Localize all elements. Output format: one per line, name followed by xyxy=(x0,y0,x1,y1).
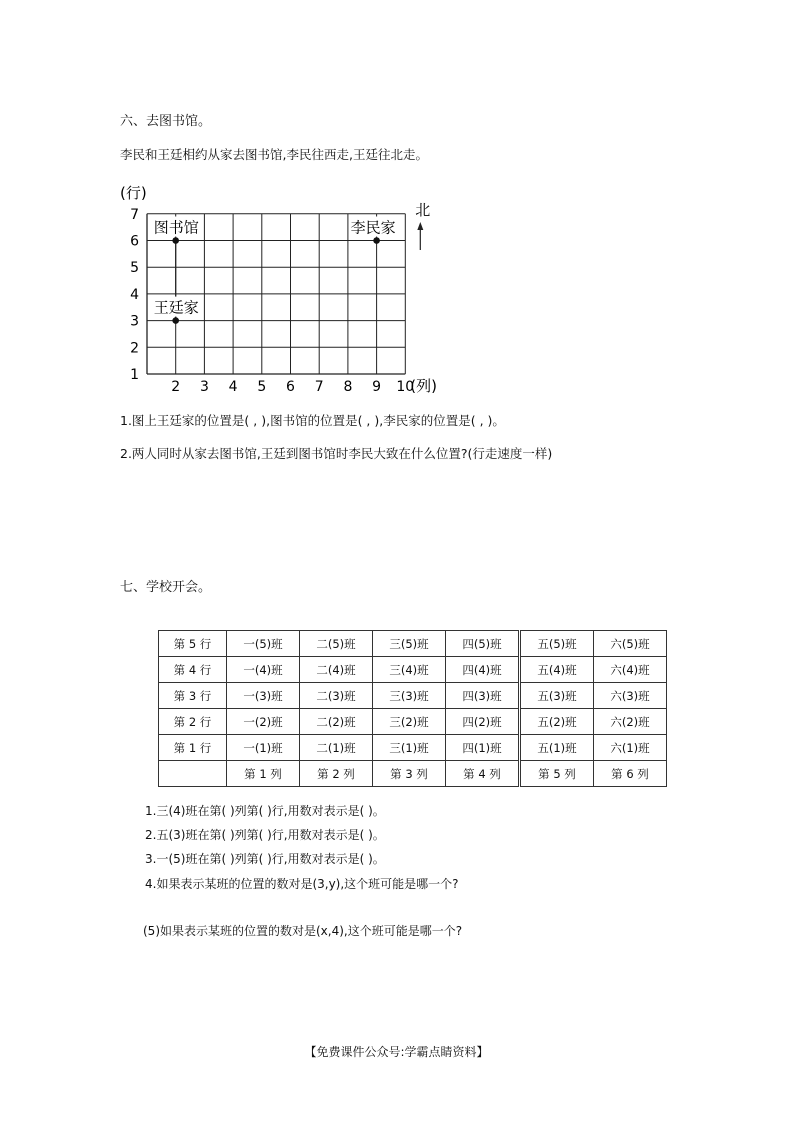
class-cell: 四(1)班 xyxy=(446,735,520,761)
col-tick-label: 7 xyxy=(314,379,324,395)
section7-question-5: (5)如果表示某班的位置的数对是(x,4),这个班可能是哪一个? xyxy=(143,924,463,938)
col-tick-label: 8 xyxy=(343,379,353,395)
y-axis-label: (行) xyxy=(120,184,147,202)
column-header-row xyxy=(159,761,667,787)
point-marker xyxy=(172,237,179,244)
class-cell: 五(4)班 xyxy=(520,657,594,683)
north-label: 北 xyxy=(415,201,431,219)
x-axis-label: (列) xyxy=(410,377,438,395)
col-tick-label: 3 xyxy=(199,379,209,395)
section7-question-2: 2.五(3)班在第( )列第( )行,用数对表示是( )。 xyxy=(145,828,385,842)
section6-question-2: 2.两人同时从家去图书馆,王廷到图书馆时李民大致在什么位置?(行走速度一样) xyxy=(120,446,553,461)
point-marker xyxy=(172,317,179,324)
class-cell: 六(1)班 xyxy=(594,735,667,761)
point-marker xyxy=(373,237,380,244)
column-label-cell: 第 6 列 xyxy=(594,761,667,787)
row-label-cell: 第 4 行 xyxy=(159,657,227,683)
coordinate-grid xyxy=(118,182,458,396)
col-tick-label: 9 xyxy=(372,379,382,395)
column-label-cell: 第 3 列 xyxy=(373,761,446,787)
row-tick-label: 3 xyxy=(130,313,139,330)
column-label-cell: 第 5 列 xyxy=(520,761,594,787)
class-cell: 五(3)班 xyxy=(520,683,594,709)
row-tick-label: 6 xyxy=(130,233,139,250)
class-cell: 二(1)班 xyxy=(300,735,373,761)
point-label: 图书馆 xyxy=(153,218,199,237)
class-cell: 三(4)班 xyxy=(373,657,446,683)
class-cell: 四(5)班 xyxy=(446,631,520,657)
class-cell: 二(2)班 xyxy=(300,709,373,735)
table-row xyxy=(159,735,667,761)
class-cell: 六(5)班 xyxy=(594,631,667,657)
section6-intro: 李民和王廷相约从家去图书馆,李民往西走,王廷往北走。 xyxy=(120,147,428,162)
class-cell: 一(3)班 xyxy=(227,683,300,709)
table-row xyxy=(159,631,667,657)
class-cell: 三(3)班 xyxy=(373,683,446,709)
table-row xyxy=(159,709,667,735)
class-seating-table xyxy=(158,630,667,787)
row-label-cell: 第 1 行 xyxy=(159,735,227,761)
row-label-cell: 第 3 行 xyxy=(159,683,227,709)
class-cell: 六(2)班 xyxy=(594,709,667,735)
col-tick-label: 5 xyxy=(257,379,267,395)
row-tick-label: 2 xyxy=(130,340,139,357)
class-cell: 四(3)班 xyxy=(446,683,520,709)
row-label-cell: 第 2 行 xyxy=(159,709,227,735)
grid-lines xyxy=(147,214,405,374)
grid-labels xyxy=(120,184,437,395)
class-cell: 五(2)班 xyxy=(520,709,594,735)
column-label-cell: 第 2 列 xyxy=(300,761,373,787)
section7-question-4: 4.如果表示某班的位置的数对是(3,y),这个班可能是哪一个? xyxy=(145,877,459,891)
class-cell: 一(2)班 xyxy=(227,709,300,735)
class-cell: 四(2)班 xyxy=(446,709,520,735)
row-tick-label: 5 xyxy=(130,260,139,277)
class-cell: 三(2)班 xyxy=(373,709,446,735)
col-tick-label: 2 xyxy=(171,379,181,395)
section6-question-1: 1.图上王廷家的位置是( , ),图书馆的位置是( , ),李民家的位置是( , )。 xyxy=(120,413,505,428)
col-tick-label: 10 xyxy=(396,379,415,395)
section7-question-1: 1.三(4)班在第( )列第( )行,用数对表示是( )。 xyxy=(145,804,385,818)
table-row xyxy=(159,657,667,683)
footer-text: 【免费课件公众号:学霸点睛资料】 xyxy=(304,1045,489,1059)
empty-corner-cell xyxy=(159,761,227,787)
class-cell: 四(4)班 xyxy=(446,657,520,683)
row-tick-label: 7 xyxy=(130,206,139,223)
column-label-cell: 第 4 列 xyxy=(446,761,520,787)
section7-title: 七、学校开会。 xyxy=(120,580,212,595)
class-cell: 五(5)班 xyxy=(520,631,594,657)
north-arrow-head-icon xyxy=(417,222,423,230)
class-cell: 二(3)班 xyxy=(300,683,373,709)
point-label: 王廷家 xyxy=(153,298,199,317)
col-tick-label: 6 xyxy=(286,379,295,395)
class-cell: 一(1)班 xyxy=(227,735,300,761)
class-cell: 二(5)班 xyxy=(300,631,373,657)
point-label: 李民家 xyxy=(350,218,396,237)
section7-question-3: 3.一(5)班在第( )列第( )行,用数对表示是( )。 xyxy=(145,852,385,866)
class-cell: 六(3)班 xyxy=(594,683,667,709)
section6-title: 六、去图书馆。 xyxy=(120,114,212,129)
grid-points xyxy=(152,217,399,324)
class-cell: 五(1)班 xyxy=(520,735,594,761)
column-label-cell: 第 1 列 xyxy=(227,761,300,787)
class-cell: 一(5)班 xyxy=(227,631,300,657)
row-tick-label: 1 xyxy=(130,367,139,383)
table-row xyxy=(159,683,667,709)
class-cell: 三(1)班 xyxy=(373,735,446,761)
class-cell: 六(4)班 xyxy=(594,657,667,683)
row-label-cell: 第 5 行 xyxy=(159,631,227,657)
class-cell: 一(4)班 xyxy=(227,657,300,683)
row-tick-label: 4 xyxy=(130,286,139,303)
class-cell: 三(5)班 xyxy=(373,631,446,657)
class-cell: 二(4)班 xyxy=(300,657,373,683)
col-tick-label: 4 xyxy=(228,379,238,395)
